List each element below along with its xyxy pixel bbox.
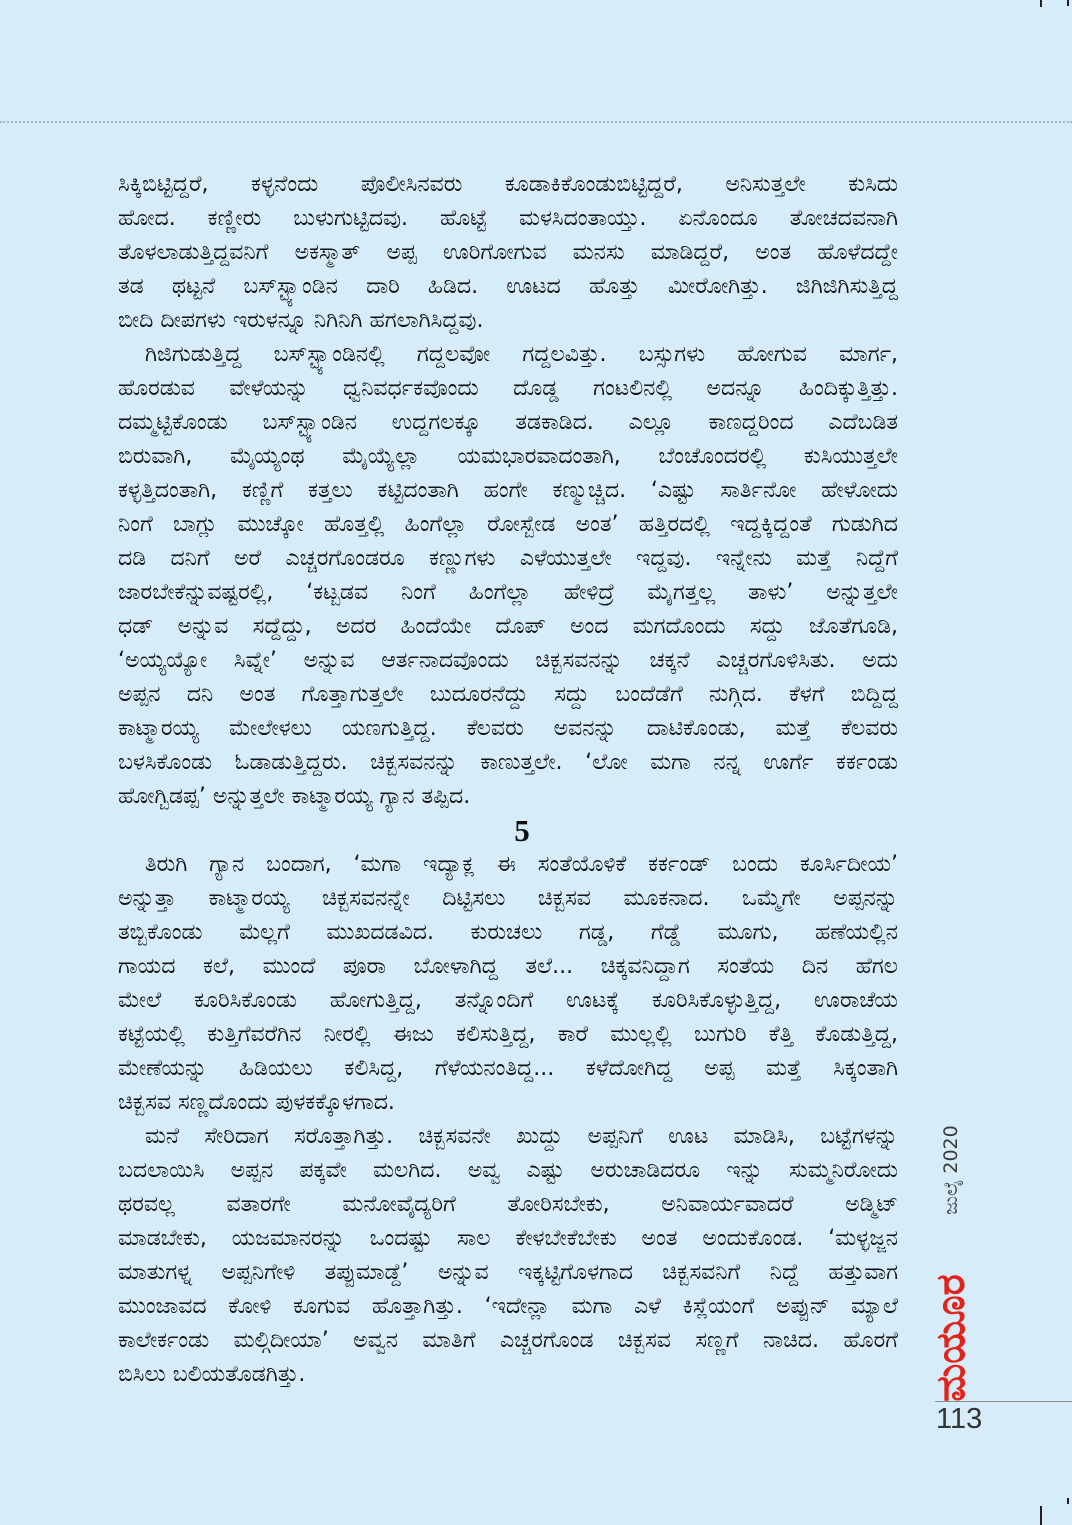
section-number: 5 <box>514 813 530 848</box>
text-line: ಕಳ್ಳತ್ತಿದಂತಾಗಿ, ಕಣ್ಣಿಗೆ ಕತ್ತಲು ಕಟ್ಟಿದಂತಾಗಿ ಹಂಗೇ ಕಣ್ಮುಚ್ಚಿದ. ‘ಎಷ್ಟು ಸಾರ್ತಿನೋ ಹೇಳೋದು <box>118 478 898 503</box>
issue-date: ಜುಲೈ 2020 <box>940 1125 962 1215</box>
text-line: ಬಳಸಿಕೊಂಡು ಓಡಾಡುತ್ತಿದ್ದರು. ಚಿಕ್ಬಸವನನ್ನು ಕಾಣುತ್ತಲೇ. ‘ಲೋ ಮಗಾ ನನ್ನ ಊರ್ಗೆ ಕರ್ಕಂಡು <box>118 750 898 775</box>
text-line: ದಮ್ಮಟ್ಟಿಕೊಂಡು ಬಸ್‌ಸ್ಟ್ಯಾಂಡಿನ ಉದ್ದಗಲಕ್ಕೂ ತಡಕಾಡಿದ. ಎಲ್ಲೂ ಕಾಣದ್ದರಿಂದ ಎದೆಬಡಿತ <box>118 410 898 435</box>
article-body <box>118 168 898 1392</box>
crop-mark-bottom <box>1040 1506 1042 1525</box>
text-line: ಹೋದ. ಕಣ್ಣೀರು ಬುಳುಗುಟ್ಟಿದವು. ಹೊಟ್ಟೆ ಮಳಸಿದಂತಾಯ್ತು. ಏನೊಂದೂ ತೋಚದವನಾಗಿ <box>118 206 898 231</box>
text-line: ಚಿಕ್ಬಸವ ಸಣ್ಣದೊಂದು ಪುಳಕಕ್ಕೊಳಗಾದ. <box>118 1090 395 1115</box>
text-line: ಕಾಟ್ಮಾರಯ್ಯ ಮೇಲೇಳಲು ಯಣಗುತ್ತಿದ್ದ. ಕೆಲವರು ಅವನನ್ನು ದಾಟಿಕೊಂಡು, ಮತ್ತೆ ಕೆಲವರು <box>118 716 898 741</box>
text-line: ದಡಿ ದನಿಗೆ ಅರೆ ಎಚ್ಚರಗೊಂಡರೂ ಕಣ್ಣುಗಳು ಎಳೆಯುತ್ತಲೇ ಇದ್ದವು. ಇನ್ನೇನು ಮತ್ತೆ ನಿದ್ದೆಗೆ <box>118 546 898 571</box>
text-line: ಮನೆ ಸೇರಿದಾಗ ಸರೊತ್ತಾಗಿತ್ತು. ಚಿಕ್ಬಸವನೇ ಖುದ್ದು ಅಪ್ಪನಿಗೆ ಊಟ ಮಾಡಿಸಿ, ಬಟ್ಟೆಗಳನ್ನು <box>145 1124 898 1149</box>
dotted-separator <box>0 121 1072 123</box>
page-number: 113 <box>936 1403 983 1435</box>
text-line: ಥರವಲ್ಲ ವತಾರಗೇ ಮನೋವೈದ್ಯರಿಗೆ ತೋರಿಸಬೇಕು, ಅನಿವಾರ್ಯವಾದರೆ ಅಡ್ಮಿಟ್ <box>118 1192 898 1217</box>
text-line: ಹೋಗ್ಬಿಡಪ್ಪ’ ಅನ್ನುತ್ತಲೇ ಕಾಟ್ಮಾರಯ್ಯ ಗ್ಯಾನ ತಪ್ಪಿದ. <box>118 784 471 809</box>
text-line: ಧಡ್ ಅನ್ನುವ ಸದ್ದೆದ್ದು, ಅದರ ಹಿಂದೆಯೇ ದೊಪ್ ಅಂದ ಮಗದೊಂದು ಸದ್ದು ಜೊತೆಗೂಡಿ, <box>118 614 898 639</box>
text-line: ತಬ್ಬಿಕೊಂಡು ಮೆಲ್ಲಗೆ ಮುಖದಡವಿದ. ಕುರುಚಲು ಗಡ್ಡ, ಗೆಡ್ಡೆ ಮೂಗು, ಹಣೆಯಲ್ಲಿನ <box>118 920 898 945</box>
text-line: ಬಿಸಿಲು ಬಲಿಯತೊಡಗಿತ್ತು. <box>118 1362 306 1387</box>
text-line: ಗಿಜಿಗುಡುತ್ತಿದ್ದ ಬಸ್‌ಸ್ಟ್ಯಾಂಡಿನಲ್ಲಿ ಗದ್ದಲವೋ ಗದ್ದಲವಿತ್ತು. ಬಸ್ಸುಗಳು ಹೋಗುವ ಮಾರ್ಗ, <box>145 342 898 367</box>
paragraph <box>118 338 898 814</box>
paragraph <box>118 848 898 1120</box>
text-line: ತೊಳಲಾಡುತ್ತಿದ್ದವನಿಗೆ ಅಕಸ್ಮಾತ್ ಅಪ್ಪ ಊರಿಗೋಗುವ ಮನಸು ಮಾಡಿದ್ದರೆ, ಅಂತ ಹೊಳೆದದ್ದೇ <box>118 240 898 265</box>
crop-mark-top-right <box>1067 0 1069 6</box>
text-line: ಮೇಣೆಯನ್ನು ಹಿಡಿಯಲು ಕಲಿಸಿದ್ದ, ಗೆಳೆಯನಂತಿದ್ದ... ಕಳೆದೋಗಿದ್ದ ಅಪ್ಪ ಮತ್ತೆ ಸಿಕ್ಕಂತಾಗಿ <box>118 1056 898 1081</box>
text-line: ತಿರುಗಿ ಗ್ಯಾನ ಬಂದಾಗ, ‘ಮಗಾ ಇದ್ಯಾಕ್ಲ ಈ ಸಂತೆಯೊಳಿಕೆ ಕರ್ಕಂಡ್ ಬಂದು ಕೂರ್ಸಿದೀಯ’ <box>145 852 898 877</box>
text-line: ಮೇಲೆ ಕೂರಿಸಿಕೊಂಡು ಹೋಗುತ್ತಿದ್ದ, ತನ್ನೊಂದಿಗೆ ಊಟಕ್ಕೆ ಕೂರಿಸಿಕೊಳ್ಳುತ್ತಿದ್ದ, ಊರಾಚೆಯ <box>118 988 898 1013</box>
text-line: ನಿಂಗೆ ಬಾಗ್ಲು ಮುಚ್ಕೋ ಹೊತ್ತಲ್ಲಿ ಹಿಂಗೆಲ್ಲಾ ರೋಸ್ಬೇಡ ಅಂತ’ ಹತ್ತಿರದಲ್ಲಿ ಇದ್ದಕ್ಕಿದ್ದಂತೆ ಗುಡುಗಿದ <box>118 512 898 537</box>
text-line: ಗಾಯದ ಕಲೆ, ಮುಂದೆ ಪೂರಾ ಬೋಳಾಗಿದ್ದ ತಲೆ... ಚಿಕ್ಕವನಿದ್ದಾಗ ಸಂತೆಯ ದಿನ ಹೆಗಲ <box>118 954 898 979</box>
text-line: ಮುಂಜಾವದ ಕೋಳಿ ಕೂಗುವ ಹೊತ್ತಾಗಿತ್ತು. ‘ಇದೇನ್ಲಾ ಮಗಾ ಎಳೆ ಕಿಸ್ಲೆಯಂಗೆ ಅಪ್ಪುನ್ ಮ್ಯಾಲೆ <box>118 1294 898 1319</box>
text-line: ತಡ ಥಟ್ಟನೆ ಬಸ್‌ಸ್ಟ್ಯಾಂಡಿನ ದಾರಿ ಹಿಡಿದ. ಊಟದ ಹೊತ್ತು ಮೀರೋಗಿತ್ತು. ಜಿಗಿಜಿಗಿಸುತ್ತಿದ್ದ <box>118 274 898 299</box>
crop-mark-bottom-right <box>1067 1498 1069 1504</box>
text-line: ಬದಲಾಯಿಸಿ ಅಪ್ಪನ ಪಕ್ಕವೇ ಮಲಗಿದ. ಅವ್ವ ಎಷ್ಟು ಅರುಚಾಡಿದರೂ ಇನ್ನು ಸುಮ್ಮನಿರೋದು <box>118 1158 898 1183</box>
text-line: ಕಾಲೇರ್ಕಂಡು ಮಲ್ಗಿದೀಯಾ’ ಅವ್ವನ ಮಾತಿಗೆ ಎಚ್ಚರಗೊಂಡ ಚಿಕ್ಬಸವ ಸಣ್ಣಗೆ ನಾಚಿದ. ಹೊರಗೆ <box>118 1328 898 1353</box>
magazine-logo: ಮಯೂರ <box>928 1274 974 1402</box>
text-line: ‘ಅಯ್ಯಯ್ಯೋ ಸಿವ್ನೇ’ ಅನ್ನುವ ಆರ್ತನಾದವೊಂದು ಚಿಕ್ಬಸವನನ್ನು ಚಕ್ಕನೆ ಎಚ್ಚರಗೊಳಿಸಿತು. ಅದು <box>118 648 898 673</box>
text-line: ಬೀದಿ ದೀಪಗಳು ಇರುಳನ್ನೂ ನಿಗಿನಿಗಿ ಹಗಲಾಗಿಸಿದ್ದವು. <box>118 308 484 333</box>
text-line: ಅಪ್ಪನ ದನಿ ಅಂತ ಗೊತ್ತಾಗುತ್ತಲೇ ಬುದೂರನೆದ್ದು ಸದ್ದು ಬಂದೆಡೆಗೆ ನುಗ್ಗಿದ. ಕೆಳಗೆ ಬಿದ್ದಿದ್ದ <box>118 682 898 707</box>
text-line: ಮಾತುಗಳ್ನ ಅಪ್ಪನಿಗೇಳಿ ತಪ್ಪುಮಾಡ್ದೆ’ ಅನ್ನುವ ಇಕ್ಕಟ್ಟಿಗೊಳಗಾದ ಚಿಕ್ಬಸವನಿಗೆ ನಿದ್ದೆ ಹತ್ತುವಾಗ <box>118 1260 898 1285</box>
text-line: ಹೊರಡುವ ವೇಳೆಯನ್ನು ಧ್ವನಿವರ್ಧಕವೊಂದು ದೊಡ್ಡ ಗಂಟಲಿನಲ್ಲಿ ಅದನ್ನೂ ಹಿಂದಿಕ್ಕುತ್ತಿತ್ತು. <box>118 376 898 401</box>
text-line: ಸಿಕ್ಕಿಬಿಟ್ಟಿದ್ದರೆ, ಕಳ್ಳನೆಂದು ಪೊಲೀಸಿನವರು ಕೂಡಾಕಿಕೊಂಡುಬಿಟ್ಟಿದ್ದರೆ, ಅನಿಸುತ್ತಲೇ ಕುಸಿದು <box>118 172 898 197</box>
paragraph <box>118 1120 898 1392</box>
crop-mark-top <box>1040 0 1042 7</box>
paragraph <box>118 168 898 338</box>
text-line: ಅನ್ನುತ್ತಾ ಕಾಟ್ಮಾರಯ್ಯ ಚಿಕ್ಬಸವನನ್ನೇ ದಿಟ್ಟಿಸಲು ಚಿಕ್ಬಸವ ಮೂಕನಾದ. ಒಮ್ಮೆಗೇ ಅಪ್ಪನನ್ನು <box>118 886 898 911</box>
text-line: ಬಿರುವಾಗಿ, ಮೈಯ್ಯಂಥ ಮೈಯ್ಯೆಲ್ಲಾ ಯಮಭಾರವಾದಂತಾಗಿ, ಬೆಂಚೊಂದರಲ್ಲಿ ಕುಸಿಯುತ್ತಲೇ <box>118 444 898 469</box>
text-line: ಜಾರಬೇಕೆನ್ನುವಷ್ಟರಲ್ಲಿ, ‘ಕಟ್ಬಡವ ನಿಂಗೆ ಹಿಂಗೆಲ್ಲಾ ಹೇಳಿದ್ರೆ ಮೈಗತ್ತಲ್ಲ ತಾಳು’ ಅನ್ನುತ್ತಲೇ <box>118 580 898 605</box>
text-line: ಮಾಡಬೇಕು, ಯಜಮಾನರನ್ನು ಒಂದಷ್ಟು ಸಾಲ ಕೇಳಬೇಕೆಬೇಕು ಅಂತ ಅಂದುಕೊಂಡ. ‘ಮಳ್ಳಜ್ಜನ <box>118 1226 898 1251</box>
text-line: ಕಟ್ಟೆಯಲ್ಲಿ ಕುತ್ತಿಗೆವರೆಗಿನ ನೀರಲ್ಲಿ ಈಜು ಕಲಿಸುತ್ತಿದ್ದ, ಕಾರೆ ಮುಲ್ಲಲ್ಲಿ ಬುಗುರಿ ಕೆತ್ತಿ ಕೊಡುತ್ತಿದ್ದ, <box>118 1022 898 1047</box>
